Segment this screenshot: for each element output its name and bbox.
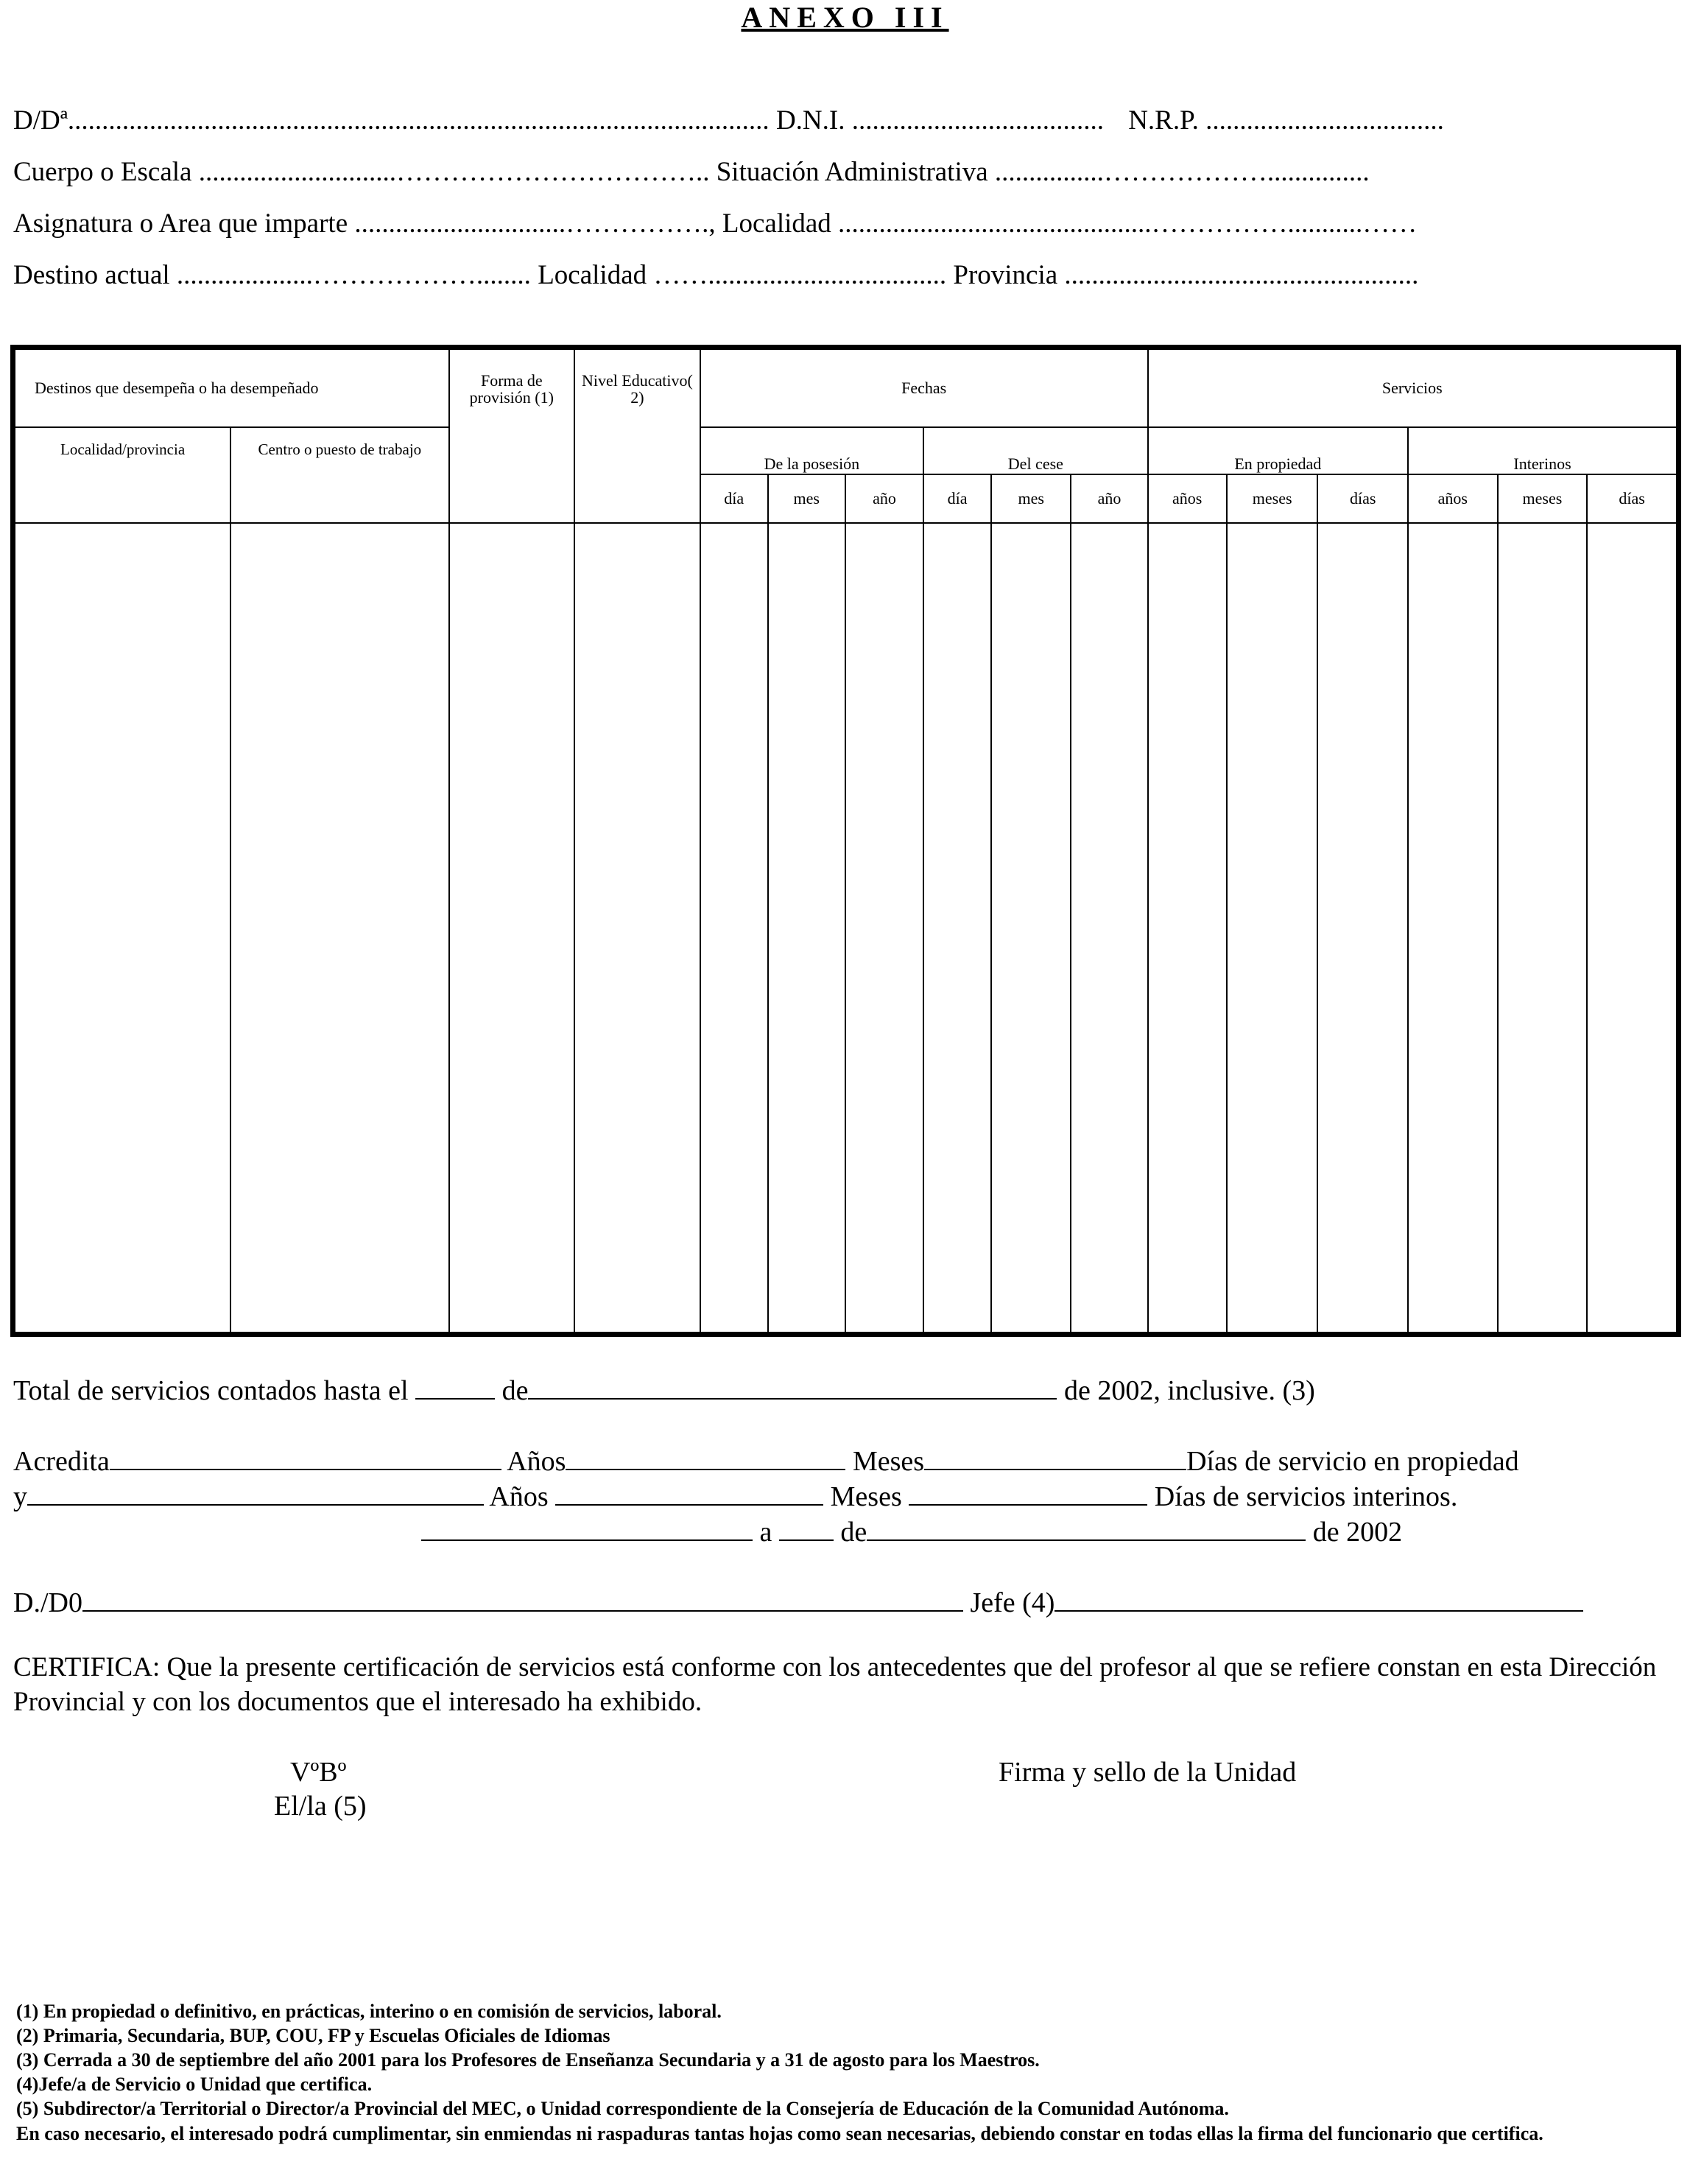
- acredita-propiedad-line: [13, 1444, 1519, 1478]
- fechas-header: Fechas: [700, 349, 1148, 427]
- fecha-dia-field[interactable]: [779, 1514, 834, 1541]
- y-label: y: [13, 1481, 27, 1512]
- cese-header: Del cese: [923, 427, 1147, 474]
- totals-label: Total de servicios contados hasta el: [13, 1375, 409, 1406]
- jefe-field[interactable]: [1055, 1585, 1583, 1612]
- posesion-mes-header: mes: [768, 474, 845, 523]
- header-line-asignatura: [13, 208, 1417, 239]
- totals-year-label: de 2002, inclusive. (3): [1063, 1375, 1315, 1406]
- firma-line: [13, 1585, 1583, 1619]
- localidad-provincia-header: Localidad/provincia: [15, 427, 230, 523]
- propiedad-anios-cell[interactable]: [1148, 523, 1227, 1332]
- cese-anio-header: año: [1071, 474, 1147, 523]
- services-table: [10, 345, 1681, 1337]
- interinos-dias-header: días: [1587, 474, 1677, 523]
- name-field-label[interactable]: D/Dª.......................................................................................................: [13, 105, 770, 136]
- vobo-label: VºBº: [290, 1757, 347, 1788]
- certifica-text: CERTIFICA: Que la presente certificación de servicios está conforme con los antecedentes que del profesor al que se refiere constan en esta Dirección Provincial y con los documentos que el interesado ha exhibido.: [13, 1652, 1657, 1718]
- page-title: ANEXO III: [741, 1, 949, 34]
- centro-cell[interactable]: [230, 523, 448, 1332]
- posesion-dia-header: día: [700, 474, 768, 523]
- interinos-header: Interinos: [1408, 427, 1677, 474]
- cese-dia-header: día: [923, 474, 991, 523]
- header-line-cuerpo: [13, 156, 1370, 188]
- cese-anio-cell[interactable]: [1071, 523, 1147, 1332]
- cuerpo-field-label[interactable]: Cuerpo o Escala .............................……………………………..: [13, 157, 710, 187]
- header-line-name: [13, 105, 1444, 136]
- destino-localidad-field-label[interactable]: Localidad ……...................................: [530, 260, 947, 290]
- forma-provision-header: Forma de provisión (1): [449, 349, 575, 523]
- totals-month-field[interactable]: [528, 1373, 1057, 1400]
- footnote-1: (1) En propiedad o definitivo, en prácticas, interino o en comisión de servicios, laboral.: [16, 2001, 722, 2022]
- provincia-field-label[interactable]: Provincia ....................................................: [946, 260, 1419, 290]
- asignatura-field-label[interactable]: Asignatura o Area que imparte ...............................…………….,: [13, 208, 716, 239]
- destino-field-label[interactable]: Destino actual ....................………………........: [13, 260, 531, 290]
- acredita-label: Acredita: [13, 1446, 110, 1477]
- final-note: En caso necesario, el interesado podrá cumplimentar, sin enmiendas ni raspaduras tantas hojas como sean necesarias, debiendo constar en todas ellas la firma del funcionario que certifica.: [16, 2123, 1543, 2144]
- nivel-cell[interactable]: [574, 523, 700, 1332]
- cese-mes-cell[interactable]: [991, 523, 1071, 1332]
- propiedad-dias-label: Días de servicio en propiedad: [1186, 1446, 1519, 1477]
- fecha-year-label: de 2002: [1312, 1517, 1403, 1548]
- propiedad-meses-header: meses: [1227, 474, 1318, 523]
- lugar-field[interactable]: [421, 1514, 753, 1541]
- situacion-field-label[interactable]: Situación Administrativa ................………………...............: [709, 157, 1370, 187]
- totals-day-field[interactable]: [415, 1373, 495, 1400]
- footnote-3: (3) Cerrada a 30 de septiembre del año 2001 para los Profesores de Enseñanza Secundaria y a 31 de agosto para los Maestros.: [16, 2049, 1040, 2071]
- propiedad-anios-label: Años: [507, 1446, 566, 1477]
- propiedad-meses-cell[interactable]: [1227, 523, 1318, 1332]
- posesion-header: De la posesión: [700, 427, 923, 474]
- interinos-meses-cell[interactable]: [1498, 523, 1588, 1332]
- header-line-destino: [13, 259, 1418, 291]
- interinos-anios-field[interactable]: [27, 1479, 484, 1506]
- propiedad-dias-header: días: [1317, 474, 1408, 523]
- fecha-a-label: a: [759, 1517, 772, 1548]
- interinos-anios-label: Años: [489, 1481, 549, 1512]
- propiedad-header: En propiedad: [1148, 427, 1408, 474]
- firmante-label: D./D0: [13, 1587, 82, 1618]
- firma-sello-label: Firma y sello de la Unidad: [999, 1757, 1297, 1788]
- fecha-line: [421, 1514, 1402, 1548]
- cese-mes-header: mes: [991, 474, 1071, 523]
- footnote-2: (2) Primaria, Secundaria, BUP, COU, FP y Escuelas Oficiales de Idiomas: [16, 2025, 610, 2046]
- interinos-meses-field[interactable]: [555, 1479, 823, 1506]
- interinos-dias-cell[interactable]: [1587, 523, 1677, 1332]
- nivel-educativo-header: Nivel Educativo( 2): [574, 349, 700, 523]
- firmante-field[interactable]: [82, 1585, 963, 1612]
- posesion-anio-header: año: [845, 474, 923, 523]
- cese-dia-cell[interactable]: [923, 523, 991, 1332]
- posesion-anio-cell[interactable]: [845, 523, 923, 1332]
- fecha-mes-field[interactable]: [867, 1514, 1306, 1541]
- localidad-field-label[interactable]: Localidad ..............................................……………...........……: [715, 208, 1418, 239]
- posesion-dia-cell[interactable]: [700, 523, 768, 1332]
- fecha-de-label: de: [840, 1517, 867, 1548]
- footnote-5: (5) Subdirector/a Territorial o Director/a Provincial del MEC, o Unidad correspondiente de la Consejería de Educación de la Comunidad Autónoma.: [16, 2098, 1229, 2119]
- interinos-meses-header: meses: [1498, 474, 1588, 523]
- propiedad-dias-cell[interactable]: [1317, 523, 1408, 1332]
- propiedad-meses-field[interactable]: [566, 1444, 845, 1470]
- propiedad-anios-field[interactable]: [110, 1444, 501, 1470]
- localidad-cell[interactable]: [15, 523, 230, 1332]
- dni-field-label[interactable]: D.N.I. .....................................: [769, 105, 1104, 136]
- interinos-dias-label: Días de servicios interinos.: [1154, 1481, 1458, 1512]
- el-la-label: El/la (5): [274, 1791, 367, 1822]
- interinos-meses-label: Meses: [830, 1481, 902, 1512]
- jefe-label: Jefe (4): [970, 1587, 1055, 1618]
- interinos-anios-cell[interactable]: [1408, 523, 1498, 1332]
- propiedad-meses-label: Meses: [852, 1446, 925, 1477]
- propiedad-anios-header: años: [1148, 474, 1227, 523]
- destinos-header: Destinos que desempeña o ha desempeñado: [15, 349, 449, 427]
- propiedad-dias-field[interactable]: [924, 1444, 1186, 1470]
- footnote-4: (4)Jefe/a de Servicio o Unidad que certifica.: [16, 2074, 373, 2095]
- interinos-anios-header: años: [1408, 474, 1498, 523]
- totals-de-label: de: [501, 1375, 529, 1406]
- interinos-dias-field[interactable]: [909, 1479, 1147, 1506]
- forma-cell[interactable]: [449, 523, 575, 1332]
- table-body-row: [15, 523, 1677, 1332]
- totals-line: [13, 1373, 1315, 1407]
- centro-trabajo-header: Centro o puesto de trabajo: [230, 427, 448, 523]
- posesion-mes-cell[interactable]: [768, 523, 845, 1332]
- acredita-interinos-line: [13, 1479, 1457, 1513]
- servicios-header: Servicios: [1148, 349, 1677, 427]
- nrp-field-label[interactable]: N.R.P. ...................................: [1121, 105, 1444, 136]
